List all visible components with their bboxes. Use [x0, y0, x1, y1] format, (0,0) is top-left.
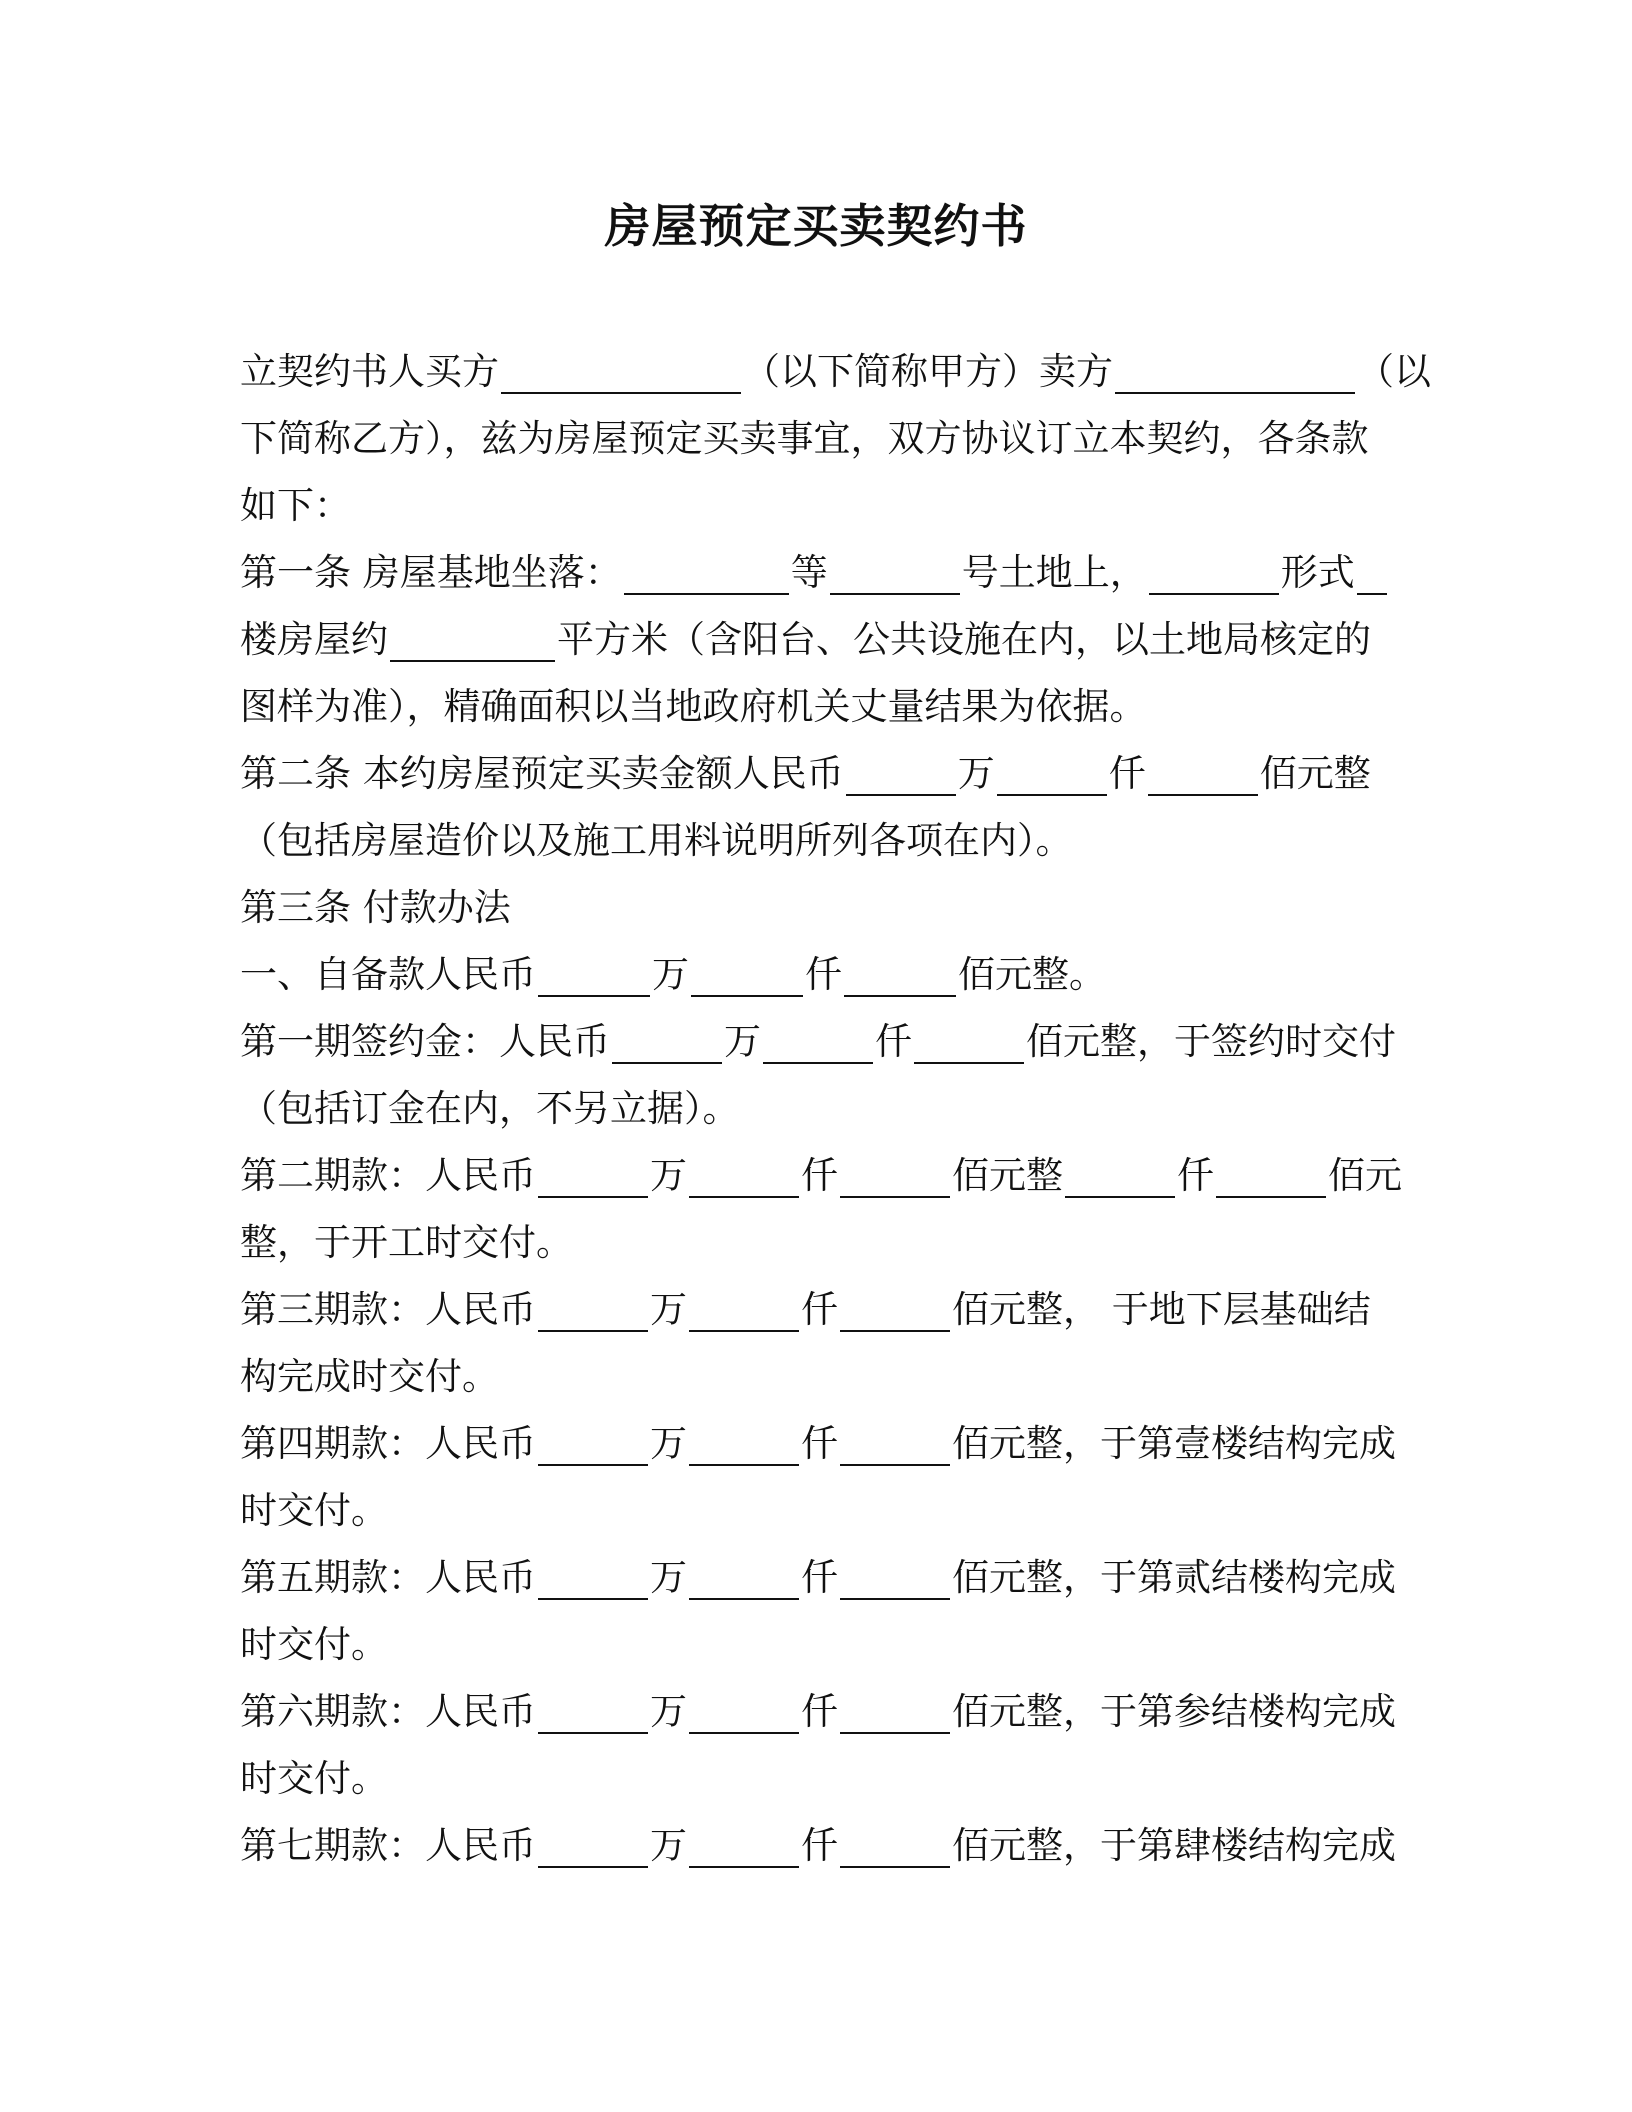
- inst5-wan-blank[interactable]: [538, 1562, 648, 1600]
- installment-6-line-1: [240, 1678, 1396, 1745]
- inst6-bai-blank[interactable]: [840, 1696, 950, 1734]
- inst4-bai-blank[interactable]: [840, 1428, 950, 1466]
- text-segment: 万: [650, 1288, 687, 1331]
- inst7-wan-blank[interactable]: [538, 1830, 648, 1868]
- installment-7-line-1: [240, 1812, 1396, 1879]
- self-wan-blank[interactable]: [538, 959, 650, 997]
- inst2-extra-blank-2[interactable]: [1216, 1160, 1326, 1198]
- inst2-wan-blank[interactable]: [538, 1160, 648, 1198]
- inst5-bai-blank[interactable]: [840, 1562, 950, 1600]
- text-segment: 佰元整，于第壹楼结构完成: [952, 1422, 1396, 1465]
- text-segment: 万: [650, 1154, 687, 1197]
- text-segment: 仟: [801, 1154, 838, 1197]
- article-2-line-2: [240, 807, 1390, 874]
- text-segment: 万: [650, 1690, 687, 1733]
- preamble-line-3: [240, 472, 1390, 539]
- text-segment: 整，于开工时交付。: [240, 1221, 573, 1264]
- installment-2-line-1: [240, 1142, 1402, 1209]
- installment-4-line-1: [240, 1410, 1396, 1477]
- text-segment: （以下简称甲方）卖方: [743, 350, 1113, 393]
- contract-body: [240, 338, 1431, 1879]
- text-segment: 万: [957, 752, 995, 795]
- text-segment: 第三期款：人民币: [240, 1288, 536, 1331]
- text-segment: 佰元整: [1259, 752, 1371, 795]
- preamble-line-2: [240, 405, 1390, 472]
- text-segment: 万: [652, 953, 689, 996]
- installment-1-line-1: [240, 1008, 1396, 1075]
- floors-blank[interactable]: [1357, 557, 1387, 595]
- installment-1-line-2: [240, 1075, 1390, 1142]
- article-3-heading: [240, 874, 1390, 941]
- inst2-extra-blank-1[interactable]: [1065, 1160, 1175, 1198]
- text-segment: 仟: [801, 1556, 838, 1599]
- installment-3-line-2: [240, 1343, 1390, 1410]
- inst3-bai-blank[interactable]: [840, 1294, 950, 1332]
- installment-2-line-2: [240, 1209, 1390, 1276]
- text-segment: 等: [790, 551, 828, 594]
- inst3-qian-blank[interactable]: [689, 1294, 799, 1332]
- text-segment: 佰元整: [952, 1154, 1063, 1197]
- text-segment: 第一期签约金：人民币: [240, 1020, 610, 1063]
- text-segment: 图样为准），精确面积以当地政府机关丈量结果为依据。: [240, 685, 1147, 728]
- text-segment: 仟: [801, 1422, 838, 1465]
- inst6-wan-blank[interactable]: [538, 1696, 648, 1734]
- self-bai-blank[interactable]: [844, 959, 956, 997]
- amount-qian-blank[interactable]: [997, 758, 1107, 796]
- text-segment: （包括房屋造价以及施工用料说明所列各项在内）。: [240, 819, 1073, 862]
- inst2-bai-blank[interactable]: [840, 1160, 950, 1198]
- inst6-qian-blank[interactable]: [689, 1696, 799, 1734]
- text-segment: 佰元: [1328, 1154, 1402, 1197]
- text-segment: 第三条 付款办法: [240, 886, 511, 929]
- self-qian-blank[interactable]: [691, 959, 803, 997]
- text-segment: 楼房屋约: [240, 618, 388, 661]
- text-segment: 时交付。: [240, 1757, 388, 1800]
- text-segment: 下简称乙方），兹为房屋预定买卖事宜，双方协议订立本契约，各条款: [240, 417, 1369, 460]
- text-segment: 号土地上，: [961, 551, 1147, 594]
- text-segment: 佰元整，于第参结楼构完成: [952, 1690, 1396, 1733]
- text-segment: 第四期款：人民币: [240, 1422, 536, 1465]
- style-blank[interactable]: [1149, 557, 1279, 595]
- text-segment: 仟: [801, 1824, 838, 1867]
- text-segment: 万: [650, 1556, 687, 1599]
- text-segment: 平方米（含阳台、公共设施在内，以土地局核定的: [557, 618, 1371, 661]
- text-segment: 万: [724, 1020, 761, 1063]
- buyer-name-blank[interactable]: [501, 356, 741, 394]
- text-segment: 第七期款：人民币: [240, 1824, 536, 1867]
- text-segment: 仟: [801, 1288, 838, 1331]
- text-segment: 仟: [875, 1020, 912, 1063]
- text-segment: 一、自备款人民币: [240, 953, 536, 996]
- text-segment: 万: [650, 1422, 687, 1465]
- text-segment: 第一条 房屋基地坐落：: [240, 551, 622, 594]
- amount-bai-blank[interactable]: [1148, 758, 1258, 796]
- article-1-line-3: [240, 673, 1390, 740]
- text-segment: 仟: [805, 953, 842, 996]
- article-1-line-2: [240, 606, 1390, 673]
- inst3-wan-blank[interactable]: [538, 1294, 648, 1332]
- self-funded-line: [240, 941, 1390, 1008]
- text-segment: 如下：: [240, 484, 351, 527]
- text-segment: 第六期款：人民币: [240, 1690, 536, 1733]
- amount-wan-blank[interactable]: [846, 758, 956, 796]
- text-segment: 佰元整，于第肆楼结构完成: [952, 1824, 1396, 1867]
- installment-4-line-2: [240, 1477, 1390, 1544]
- text-segment: 第二期款：人民币: [240, 1154, 536, 1197]
- inst2-qian-blank[interactable]: [689, 1160, 799, 1198]
- text-segment: 构完成时交付。: [240, 1355, 499, 1398]
- text-segment: 佰元整，于签约时交付: [1026, 1020, 1396, 1063]
- area-blank[interactable]: [390, 624, 555, 662]
- document-title: 房屋预定买卖契约书: [604, 199, 1028, 253]
- inst4-wan-blank[interactable]: [538, 1428, 648, 1466]
- article-2-line-1: [240, 740, 1390, 807]
- text-segment: 第五期款：人民币: [240, 1556, 536, 1599]
- text-segment: 佰元整， 于地下层基础结: [952, 1288, 1371, 1331]
- inst1-qian-blank[interactable]: [763, 1026, 873, 1064]
- text-segment: 仟: [1177, 1154, 1214, 1197]
- location-blank[interactable]: [624, 557, 789, 595]
- text-segment: 佰元整，于第贰结楼构完成: [952, 1556, 1396, 1599]
- inst1-bai-blank[interactable]: [914, 1026, 1024, 1064]
- text-segment: 第二条 本约房屋预定买卖金额人民币: [240, 752, 844, 795]
- text-segment: 万: [650, 1824, 687, 1867]
- text-segment: 时交付。: [240, 1489, 388, 1532]
- installment-6-line-2: [240, 1745, 1390, 1812]
- text-segment: 仟: [801, 1690, 838, 1733]
- article-1-line-1: [240, 539, 1390, 606]
- grade-blank[interactable]: [830, 557, 960, 595]
- installment-5-line-2: [240, 1611, 1390, 1678]
- text-segment: 仟: [1108, 752, 1146, 795]
- inst4-qian-blank[interactable]: [689, 1428, 799, 1466]
- text-segment: 立契约书人买方: [240, 350, 499, 393]
- inst1-wan-blank[interactable]: [612, 1026, 722, 1064]
- preamble-line-1: [240, 338, 1431, 405]
- installment-5-line-1: [240, 1544, 1396, 1611]
- seller-name-blank[interactable]: [1115, 356, 1355, 394]
- text-segment: 时交付。: [240, 1623, 388, 1666]
- text-segment: （包括订金在内，不另立据）。: [240, 1087, 740, 1130]
- text-segment: （以: [1357, 350, 1431, 393]
- installment-3-line-1: [240, 1276, 1390, 1343]
- inst5-qian-blank[interactable]: [689, 1562, 799, 1600]
- text-segment: 形式: [1280, 551, 1355, 594]
- inst7-qian-blank[interactable]: [689, 1830, 799, 1868]
- text-segment: 佰元整。: [958, 953, 1106, 996]
- inst7-bai-blank[interactable]: [840, 1830, 950, 1868]
